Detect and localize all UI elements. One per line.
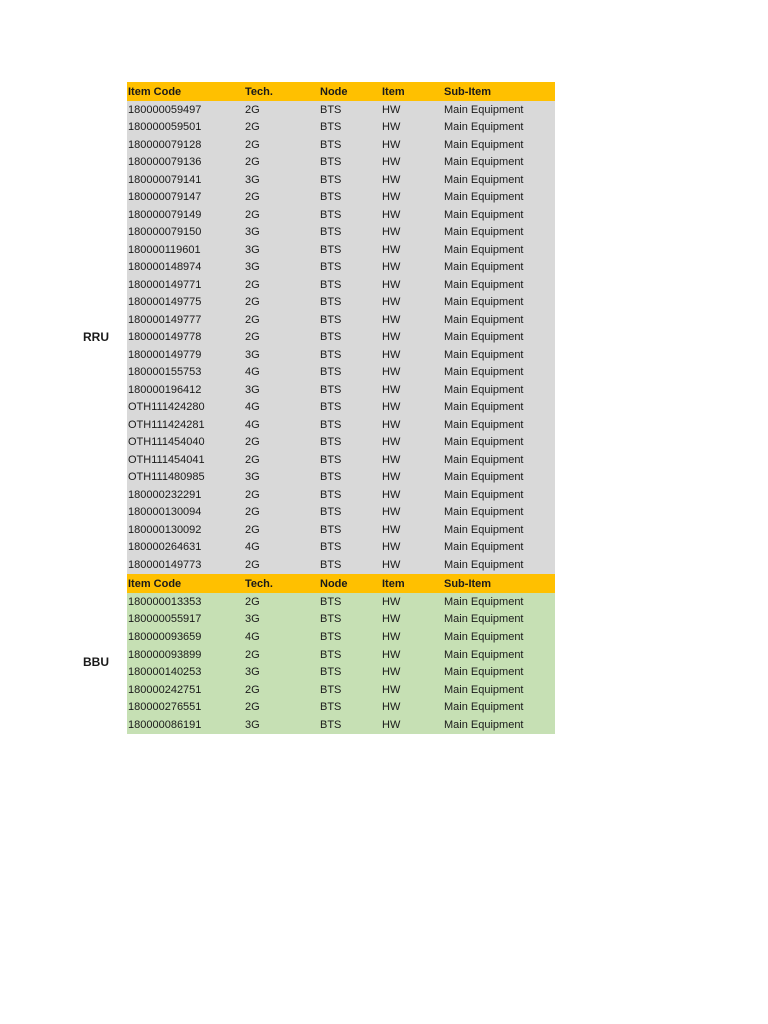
bbu-header-row — [127, 574, 555, 593]
cell-sub-item: Main Equipment — [444, 103, 524, 116]
cell-tech: 2G — [245, 313, 260, 326]
cell-sub-item: Main Equipment — [444, 156, 524, 169]
cell-item-code: 180000079147 — [128, 191, 202, 204]
cell-sub-item: Main Equipment — [444, 418, 524, 431]
rru-header-row — [127, 82, 555, 101]
cell-node: BTS — [320, 683, 342, 696]
table-row — [127, 521, 555, 539]
cell-node: BTS — [320, 436, 342, 449]
cell-node: BTS — [320, 418, 342, 431]
cell-item-code: 180000086191 — [128, 718, 202, 731]
table-row — [127, 311, 555, 329]
cell-item: HW — [382, 156, 401, 169]
table-row — [127, 346, 555, 364]
cell-node: BTS — [320, 383, 342, 396]
cell-tech: 2G — [245, 138, 260, 151]
cell-tech: 2G — [245, 278, 260, 291]
cell-item-code: 180000196412 — [128, 383, 202, 396]
cell-node: BTS — [320, 558, 342, 571]
cell-sub-item: Main Equipment — [444, 366, 524, 379]
cell-node: BTS — [320, 296, 342, 309]
table-row — [127, 294, 555, 312]
cell-item: HW — [382, 278, 401, 291]
cell-item: HW — [382, 138, 401, 151]
cell-item-code: 180000119601 — [128, 243, 201, 256]
cell-node: BTS — [320, 331, 342, 344]
table-row — [127, 628, 555, 646]
cell-sub-item: Main Equipment — [444, 401, 524, 414]
cell-tech: 4G — [245, 541, 260, 554]
cell-node: BTS — [320, 506, 342, 519]
cell-tech: 4G — [245, 630, 260, 643]
table-row — [127, 101, 555, 119]
header-item-code: Item Code — [128, 85, 182, 98]
cell-tech: 3G — [245, 666, 260, 679]
cell-item-code: 180000059501 — [128, 121, 202, 134]
cell-tech: 3G — [245, 243, 260, 256]
header-item-code: Item Code — [128, 577, 182, 590]
cell-node: BTS — [320, 613, 342, 626]
cell-sub-item: Main Equipment — [444, 506, 524, 519]
table-row — [127, 171, 555, 189]
table-row — [127, 206, 555, 224]
cell-item-code: 180000155753 — [128, 366, 202, 379]
cell-tech: 2G — [245, 523, 260, 536]
cell-sub-item: Main Equipment — [444, 630, 524, 643]
cell-item-code: 180000149779 — [128, 348, 202, 361]
cell-node: BTS — [320, 243, 342, 256]
cell-tech: 2G — [245, 191, 260, 204]
cell-node: BTS — [320, 401, 342, 414]
cell-item-code: 180000242751 — [128, 683, 202, 696]
table-row — [127, 154, 555, 172]
cell-tech: 3G — [245, 173, 260, 186]
cell-sub-item: Main Equipment — [444, 718, 524, 731]
cell-sub-item: Main Equipment — [444, 313, 524, 326]
cell-tech: 2G — [245, 103, 260, 116]
table-row — [127, 556, 555, 574]
table-row — [127, 329, 555, 347]
cell-sub-item: Main Equipment — [444, 541, 524, 554]
cell-item: HW — [382, 296, 401, 309]
cell-node: BTS — [320, 278, 342, 291]
header-item: Item — [382, 577, 405, 590]
table-row — [127, 136, 555, 154]
cell-item-code: 180000013353 — [128, 595, 202, 608]
cell-tech: 3G — [245, 226, 260, 239]
cell-tech: 2G — [245, 488, 260, 501]
cell-sub-item: Main Equipment — [444, 348, 524, 361]
cell-sub-item: Main Equipment — [444, 488, 524, 501]
cell-item: HW — [382, 383, 401, 396]
cell-item: HW — [382, 701, 401, 714]
cell-item-code: 180000055917 — [128, 613, 202, 626]
cell-item-code: 180000059497 — [128, 103, 202, 116]
cell-node: BTS — [320, 701, 342, 714]
table-row — [127, 611, 555, 629]
table-row — [127, 451, 555, 469]
cell-item-code: 180000130094 — [128, 506, 202, 519]
cell-item: HW — [382, 541, 401, 554]
cell-item-code: 180000149773 — [128, 558, 202, 571]
cell-item: HW — [382, 348, 401, 361]
cell-item: HW — [382, 366, 401, 379]
cell-item: HW — [382, 718, 401, 731]
header-node: Node — [320, 85, 348, 98]
cell-tech: 3G — [245, 471, 260, 484]
cell-item: HW — [382, 453, 401, 466]
cell-node: BTS — [320, 261, 342, 274]
table-row — [127, 416, 555, 434]
cell-sub-item: Main Equipment — [444, 648, 524, 661]
cell-item-code: OTH111424281 — [128, 418, 205, 431]
rru-rows — [127, 101, 555, 574]
cell-sub-item: Main Equipment — [444, 331, 524, 344]
cell-node: BTS — [320, 191, 342, 204]
cell-node: BTS — [320, 595, 342, 608]
cell-tech: 2G — [245, 506, 260, 519]
cell-sub-item: Main Equipment — [444, 523, 524, 536]
cell-item: HW — [382, 613, 401, 626]
table-row — [127, 276, 555, 294]
cell-tech: 2G — [245, 701, 260, 714]
table-row — [127, 241, 555, 259]
cell-node: BTS — [320, 488, 342, 501]
cell-node: BTS — [320, 366, 342, 379]
table-row — [127, 381, 555, 399]
table-row — [127, 434, 555, 452]
cell-item-code: 180000149778 — [128, 331, 202, 344]
cell-tech: 4G — [245, 418, 260, 431]
rru-group-label: RRU — [83, 330, 109, 344]
table-row — [127, 716, 555, 734]
cell-item: HW — [382, 173, 401, 186]
cell-node: BTS — [320, 666, 342, 679]
cell-sub-item: Main Equipment — [444, 278, 524, 291]
cell-node: BTS — [320, 541, 342, 554]
cell-node: BTS — [320, 208, 342, 221]
cell-sub-item: Main Equipment — [444, 243, 524, 256]
cell-item-code: OTH111454040 — [128, 436, 205, 449]
cell-item-code: 180000148974 — [128, 261, 202, 274]
cell-item-code: 180000130092 — [128, 523, 202, 536]
cell-item-code: 180000079141 — [128, 173, 202, 186]
cell-sub-item: Main Equipment — [444, 558, 524, 571]
cell-node: BTS — [320, 348, 342, 361]
cell-node: BTS — [320, 453, 342, 466]
cell-tech: 4G — [245, 366, 260, 379]
header-tech: Tech. — [245, 85, 273, 98]
cell-item: HW — [382, 471, 401, 484]
cell-sub-item: Main Equipment — [444, 191, 524, 204]
cell-item-code: OTH111454041 — [128, 453, 205, 466]
cell-sub-item: Main Equipment — [444, 683, 524, 696]
cell-tech: 2G — [245, 595, 260, 608]
table-row — [127, 504, 555, 522]
cell-item: HW — [382, 683, 401, 696]
table-row — [127, 486, 555, 504]
cell-node: BTS — [320, 313, 342, 326]
table-row — [127, 469, 555, 487]
cell-node: BTS — [320, 121, 342, 134]
table-row — [127, 224, 555, 242]
cell-tech: 2G — [245, 436, 260, 449]
table-row — [127, 539, 555, 557]
cell-tech: 3G — [245, 261, 260, 274]
cell-item: HW — [382, 226, 401, 239]
cell-item: HW — [382, 506, 401, 519]
cell-node: BTS — [320, 648, 342, 661]
cell-item: HW — [382, 191, 401, 204]
table-row — [127, 399, 555, 417]
cell-tech: 2G — [245, 208, 260, 221]
cell-tech: 3G — [245, 718, 260, 731]
cell-sub-item: Main Equipment — [444, 261, 524, 274]
cell-tech: 3G — [245, 383, 260, 396]
table-row — [127, 593, 555, 611]
cell-node: BTS — [320, 138, 342, 151]
cell-node: BTS — [320, 103, 342, 116]
header-sub-item: Sub-Item — [444, 577, 492, 590]
cell-tech: 2G — [245, 648, 260, 661]
cell-item: HW — [382, 666, 401, 679]
table-row — [127, 699, 555, 717]
header-sub-item: Sub-Item — [444, 85, 492, 98]
cell-tech: 2G — [245, 331, 260, 344]
table-row — [127, 364, 555, 382]
cell-item: HW — [382, 261, 401, 274]
cell-item-code: 180000264631 — [128, 541, 202, 554]
cell-tech: 3G — [245, 613, 260, 626]
cell-node: BTS — [320, 226, 342, 239]
cell-item-code: 180000079149 — [128, 208, 202, 221]
cell-sub-item: Main Equipment — [444, 701, 524, 714]
cell-node: BTS — [320, 156, 342, 169]
table-row — [127, 646, 555, 664]
cell-item: HW — [382, 558, 401, 571]
cell-sub-item: Main Equipment — [444, 666, 524, 679]
cell-item: HW — [382, 418, 401, 431]
cell-item-code: 180000149771 — [128, 278, 202, 291]
cell-node: BTS — [320, 173, 342, 186]
cell-item-code: 180000093899 — [128, 648, 202, 661]
cell-sub-item: Main Equipment — [444, 121, 524, 134]
cell-item: HW — [382, 243, 401, 256]
cell-item-code: OTH111480985 — [128, 471, 205, 484]
cell-item-code: 180000140253 — [128, 666, 202, 679]
cell-tech: 2G — [245, 558, 260, 571]
table-row — [127, 259, 555, 277]
cell-node: BTS — [320, 630, 342, 643]
cell-item: HW — [382, 401, 401, 414]
table-row — [127, 189, 555, 207]
table-row — [127, 681, 555, 699]
cell-sub-item: Main Equipment — [444, 453, 524, 466]
cell-node: BTS — [320, 523, 342, 536]
cell-tech: 2G — [245, 296, 260, 309]
cell-item: HW — [382, 630, 401, 643]
cell-tech: 2G — [245, 121, 260, 134]
cell-sub-item: Main Equipment — [444, 173, 524, 186]
cell-node: BTS — [320, 718, 342, 731]
rru-table — [127, 82, 555, 574]
cell-item-code: 180000093659 — [128, 630, 202, 643]
cell-item: HW — [382, 331, 401, 344]
cell-tech: 2G — [245, 683, 260, 696]
cell-sub-item: Main Equipment — [444, 595, 524, 608]
bbu-table — [127, 574, 555, 734]
bbu-group-label: BBU — [83, 655, 109, 669]
cell-item: HW — [382, 595, 401, 608]
cell-item: HW — [382, 523, 401, 536]
cell-item-code: 180000079150 — [128, 226, 202, 239]
header-node: Node — [320, 577, 348, 590]
cell-item: HW — [382, 103, 401, 116]
cell-node: BTS — [320, 471, 342, 484]
cell-item-code: 180000232291 — [128, 488, 202, 501]
cell-sub-item: Main Equipment — [444, 436, 524, 449]
cell-item: HW — [382, 121, 401, 134]
cell-item: HW — [382, 436, 401, 449]
cell-item: HW — [382, 313, 401, 326]
cell-item-code: 180000079136 — [128, 156, 202, 169]
header-item: Item — [382, 85, 405, 98]
cell-sub-item: Main Equipment — [444, 471, 524, 484]
cell-item: HW — [382, 208, 401, 221]
cell-sub-item: Main Equipment — [444, 613, 524, 626]
cell-item-code: 180000276551 — [128, 701, 202, 714]
cell-sub-item: Main Equipment — [444, 208, 524, 221]
cell-item: HW — [382, 488, 401, 501]
cell-sub-item: Main Equipment — [444, 296, 524, 309]
table-row — [127, 119, 555, 137]
cell-item-code: 180000149777 — [128, 313, 202, 326]
cell-tech: 3G — [245, 348, 260, 361]
cell-sub-item: Main Equipment — [444, 383, 524, 396]
cell-tech: 2G — [245, 453, 260, 466]
bbu-rows — [127, 593, 555, 734]
header-tech: Tech. — [245, 577, 273, 590]
cell-sub-item: Main Equipment — [444, 226, 524, 239]
cell-item: HW — [382, 648, 401, 661]
cell-tech: 4G — [245, 401, 260, 414]
cell-item-code: 180000079128 — [128, 138, 202, 151]
cell-tech: 2G — [245, 156, 260, 169]
cell-item-code: OTH111424280 — [128, 401, 205, 414]
cell-sub-item: Main Equipment — [444, 138, 524, 151]
cell-item-code: 180000149775 — [128, 296, 202, 309]
table-row — [127, 663, 555, 681]
